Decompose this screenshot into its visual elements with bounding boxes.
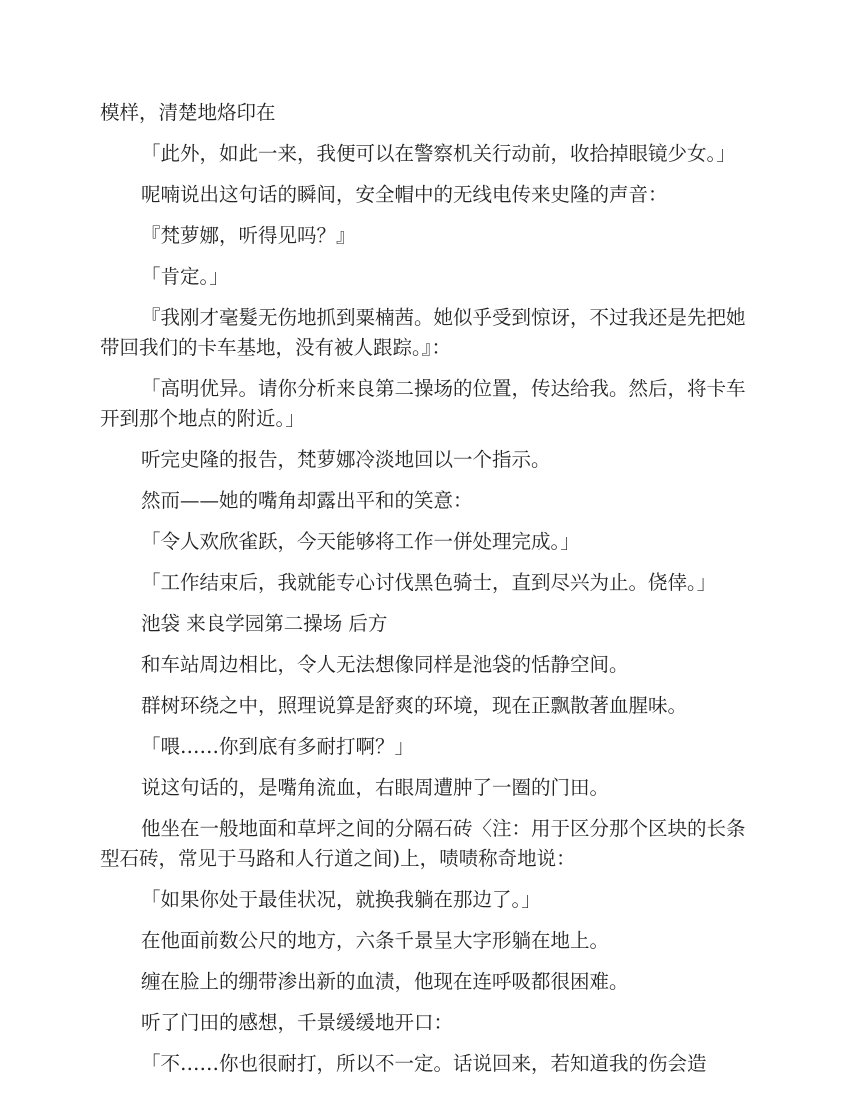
paragraph: 『我刚才毫髮无伤地抓到粟楠茜。她似乎受到惊讶，不过我还是先把她带回我们的卡车基地，没有被人跟踪。』： [100,306,746,359]
paragraph: 听了门田的感想，千景缓缓地开口： [141,1011,454,1034]
paragraph: 听完史隆的报告，梵萝娜冷淡地回以一个指示。 [141,448,551,471]
paragraph: 群树环绕之中，照理说算是舒爽的环境，现在正飘散著血腥味。 [141,694,688,717]
paragraph: 「此外，如此一来，我便可以在警察机关行动前，收拾掉眼镜少女。」 [141,142,736,165]
scene-heading: 池袋 来良学园第二操场 后方 [141,612,388,635]
paragraph: 呢喃说出这句话的瞬间，安全帽中的无线电传来史隆的声音： [141,183,668,206]
paragraph: 「工作结束后，我就能专心讨伐黑色骑士，直到尽兴为止。侥倖。」 [141,571,717,594]
paragraph: 『梵萝娜，听得见吗？』 [141,224,356,247]
paragraph: 「不……你也很耐打，所以不一定。话说回来，若知道我的伤会造 [141,1052,707,1075]
paragraph: 说这句话的，是嘴角流血，右眼周遭肿了一圈的门田。 [141,776,610,799]
paragraph: 模样，清楚地烙印在 [100,101,276,124]
body-text [100,98,750,1090]
paragraph: 「高明优异。请你分析来良第二操场的位置，传达给我。然后，将卡车开到那个地点的附近。」 [100,377,746,430]
paragraph: 「肯定。」 [141,265,229,288]
paragraph: 「喂……你到底有多耐打啊？」 [141,735,415,758]
paragraph: 他坐在一般地面和草坪之间的分隔石砖〈注：用于区分那个区块的长条型石砖，常见于马路和人行道之间)上，啧啧称奇地说： [100,817,746,870]
paragraph: 「如果你处于最佳状况，就换我躺在那边了。」 [141,888,541,911]
paragraph: 缠在脸上的绷带渗出新的血渍，他现在连呼吸都很困难。 [141,970,629,993]
paragraph: 和车站周边相比，令人无法想像同样是池袋的恬静空间。 [141,653,629,676]
paragraph: 「令人欢欣雀跃，今天能够将工作一併处理完成。」 [141,530,580,553]
paragraph: 在他面前数公尺的地方，六条千景呈大字形躺在地上。 [141,929,610,952]
paragraph: 然而——她的嘴角却露出平和的笑意： [141,489,473,512]
